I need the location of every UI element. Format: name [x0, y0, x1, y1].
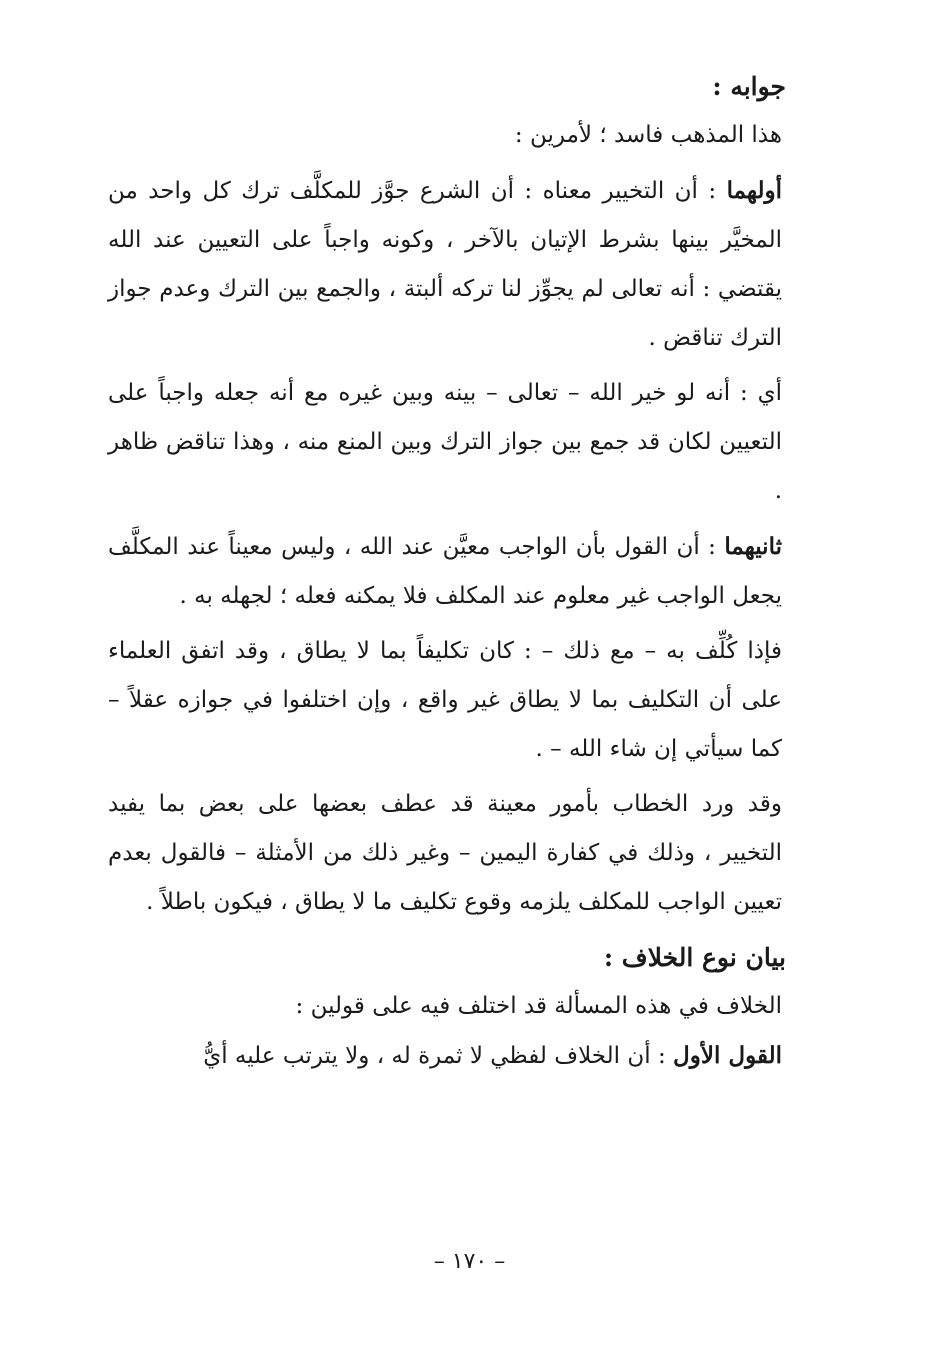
- first-reason-paragraph: [108, 166, 820, 363]
- page-body: [108, 62, 820, 1081]
- second-reason-label: ثانيهما: [724, 533, 782, 560]
- first-opinion-label: القول الأول: [673, 1042, 782, 1069]
- consequence-paragraph: فإذا كُلِّف به – مع ذلك – : كان تكليفاً بما لا يطاق ، وقد اتفق العلماء على أن التكليف بما لا يطاق غير واقع ، وإن اختلفوا في جوازه عقلاً – كما سيأتي إن شاء الله – .: [108, 638, 782, 762]
- first-opinion-paragraph: [108, 1031, 820, 1081]
- explanation-paragraph: أي : أنه لو خير الله – تعالى – بينه وبين غيره مع أنه جعله واجباً على التعيين لكان قد جمع بين جواز الترك وبين المنع منه ، وهذا تناقض ظاهر .: [108, 380, 782, 504]
- second-reason-paragraph: [108, 522, 820, 621]
- first-opinion-text: : أن الخلاف لفظي لا ثمرة له ، ولا يترتب عليه أيُّ: [203, 1043, 674, 1069]
- page-number: – ١٧٠ –: [433, 1249, 506, 1274]
- first-reason-text: : أن التخيير معناه : أن الشرع جوَّز للمكلَّف ترك كل واحد من المخيَّر بينها بشرط الإتيان بالآخر ، وكونه واجباً على التعيين عند الله يقتضي : أنه تعالى لم يجوِّز لنا تركه ألبتة ، والجمع بين الترك وعدم جواز الترك تناقض .: [108, 178, 782, 351]
- conclusion-paragraph: وقد ورد الخطاب بأمور معينة قد عطف بعضها على بعض بما يفيد التخيير ، وذلك في كفارة اليمين – وغير ذلك من الأمثلة – فالقول بعدم تعيين الواجب للمكلف يلزمه وقوع تكليف ما لا يطاق ، فيكون باطلاً .: [108, 791, 782, 915]
- intro-paragraph: هذا المذهب فاسد ؛ لأمرين :: [514, 122, 782, 148]
- second-reason-text: : أن القول بأن الواجب معيَّن عند الله ، وليس معيناً عند المكلَّف يجعل الواجب غير معلوم عند المكلف فلا يمكنه فعله ؛ لجهله به .: [108, 534, 782, 609]
- first-reason-label: أولهما: [726, 177, 782, 204]
- section-title: بيان نوع الخلاف :: [603, 943, 786, 972]
- section-intro-paragraph: الخلاف في هذه المسألة قد اختلف فيه على قولين :: [295, 993, 782, 1019]
- answer-heading: جوابه :: [712, 72, 786, 101]
